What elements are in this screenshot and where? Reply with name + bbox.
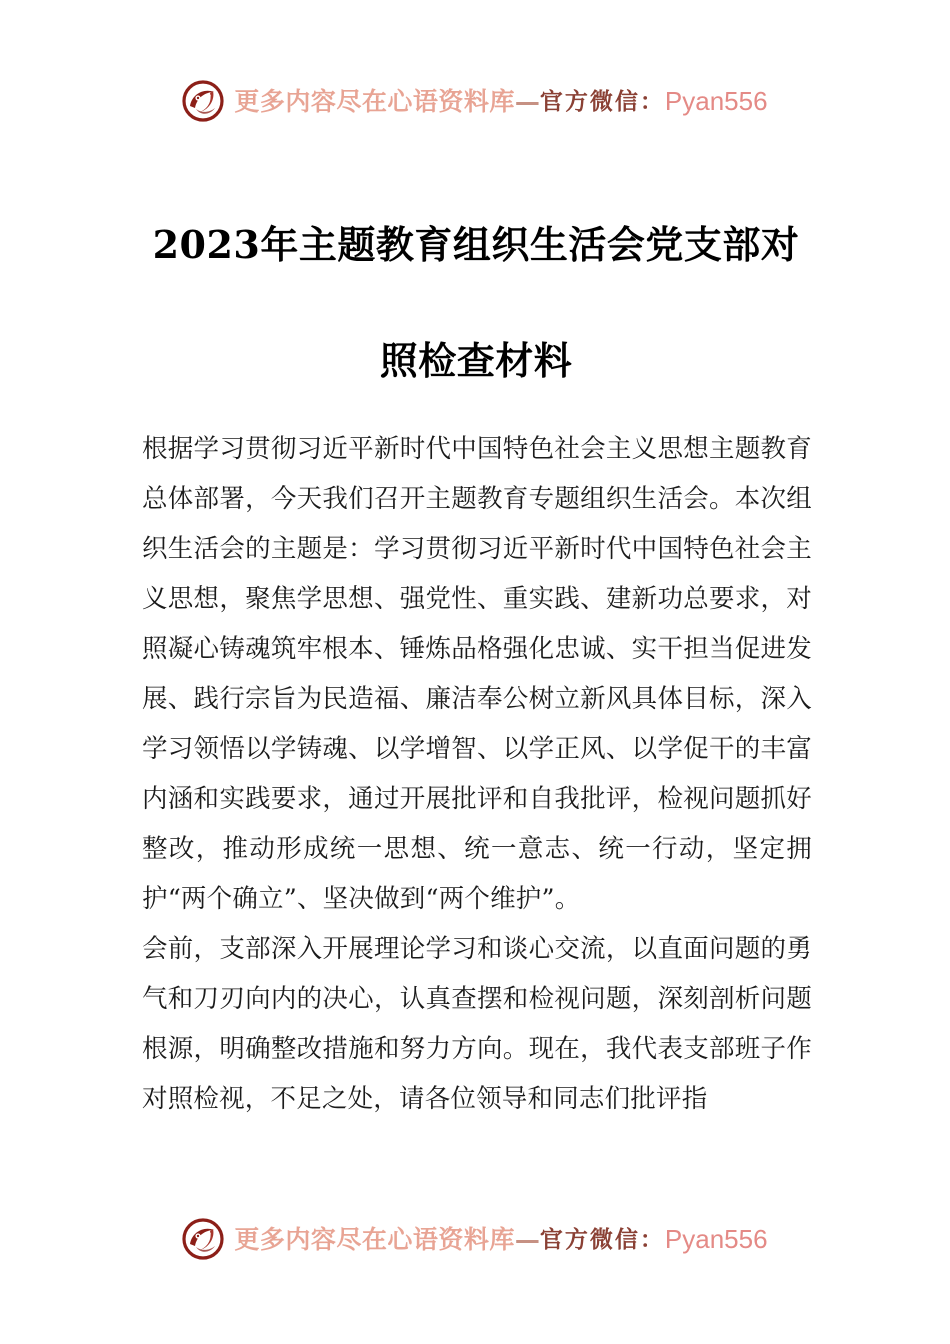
watermark-colon: ： bbox=[639, 87, 663, 115]
watermark-primary-text: 更多内容尽在心语资料库 bbox=[234, 86, 515, 116]
watermark-secondary-text: 官方微信 bbox=[539, 87, 640, 115]
page-title: 2023年主题教育组织生活会党支部对照检查材料 bbox=[152, 222, 800, 384]
paragraph: 会前，支部深入开展理论学习和谈心交流，以直面问题的勇气和刀刃向内的决心，认真查摆和检视问题，深刻剖析问题根源，明确整改措施和努力方向。现在，我代表支部班子作对照检视，不足之处，请各位领导和同志们批评指 bbox=[142, 934, 812, 1114]
circular-fish-emblem-icon bbox=[182, 80, 224, 122]
watermark-dash: — bbox=[514, 86, 540, 116]
watermark-dash: — bbox=[514, 1224, 540, 1254]
watermark-handle: Pyan556 bbox=[664, 1224, 768, 1254]
watermark-colon: ： bbox=[639, 1225, 663, 1253]
watermark-handle: Pyan556 bbox=[664, 86, 768, 116]
watermark-header bbox=[0, 80, 950, 122]
paragraph: 根据学习贯彻习近平新时代中国特色社会主义思想主题教育总体部署，今天我们召开主题教育专题组织生活会。本次组织生活会的主题是：学习贯彻习近平新时代中国特色社会主义思想，聚焦学思想、强党性、重实践、建新功总要求，对照凝心铸魂筑牢根本、锤炼品格强化忠诚、实干担当促进发展、践行宗旨为民造福、廉洁奉公树立新风具体目标，深入学习领悟以学铸魂、以学增智、以学正风、以学促干的丰富内涵和实践要求，通过开展批评和自我批评，检视问题抓好整改，推动形成统一思想、统一意志、统一行动，坚定拥护“两个确立”、坚决做到“两个维护”。 bbox=[142, 434, 812, 914]
circular-fish-emblem-icon bbox=[182, 1218, 224, 1260]
watermark-primary-text: 更多内容尽在心语资料库 bbox=[234, 1224, 515, 1254]
watermark-secondary-text: 官方微信 bbox=[539, 1225, 640, 1253]
watermark-footer bbox=[0, 1218, 950, 1260]
document-body bbox=[142, 424, 812, 1124]
